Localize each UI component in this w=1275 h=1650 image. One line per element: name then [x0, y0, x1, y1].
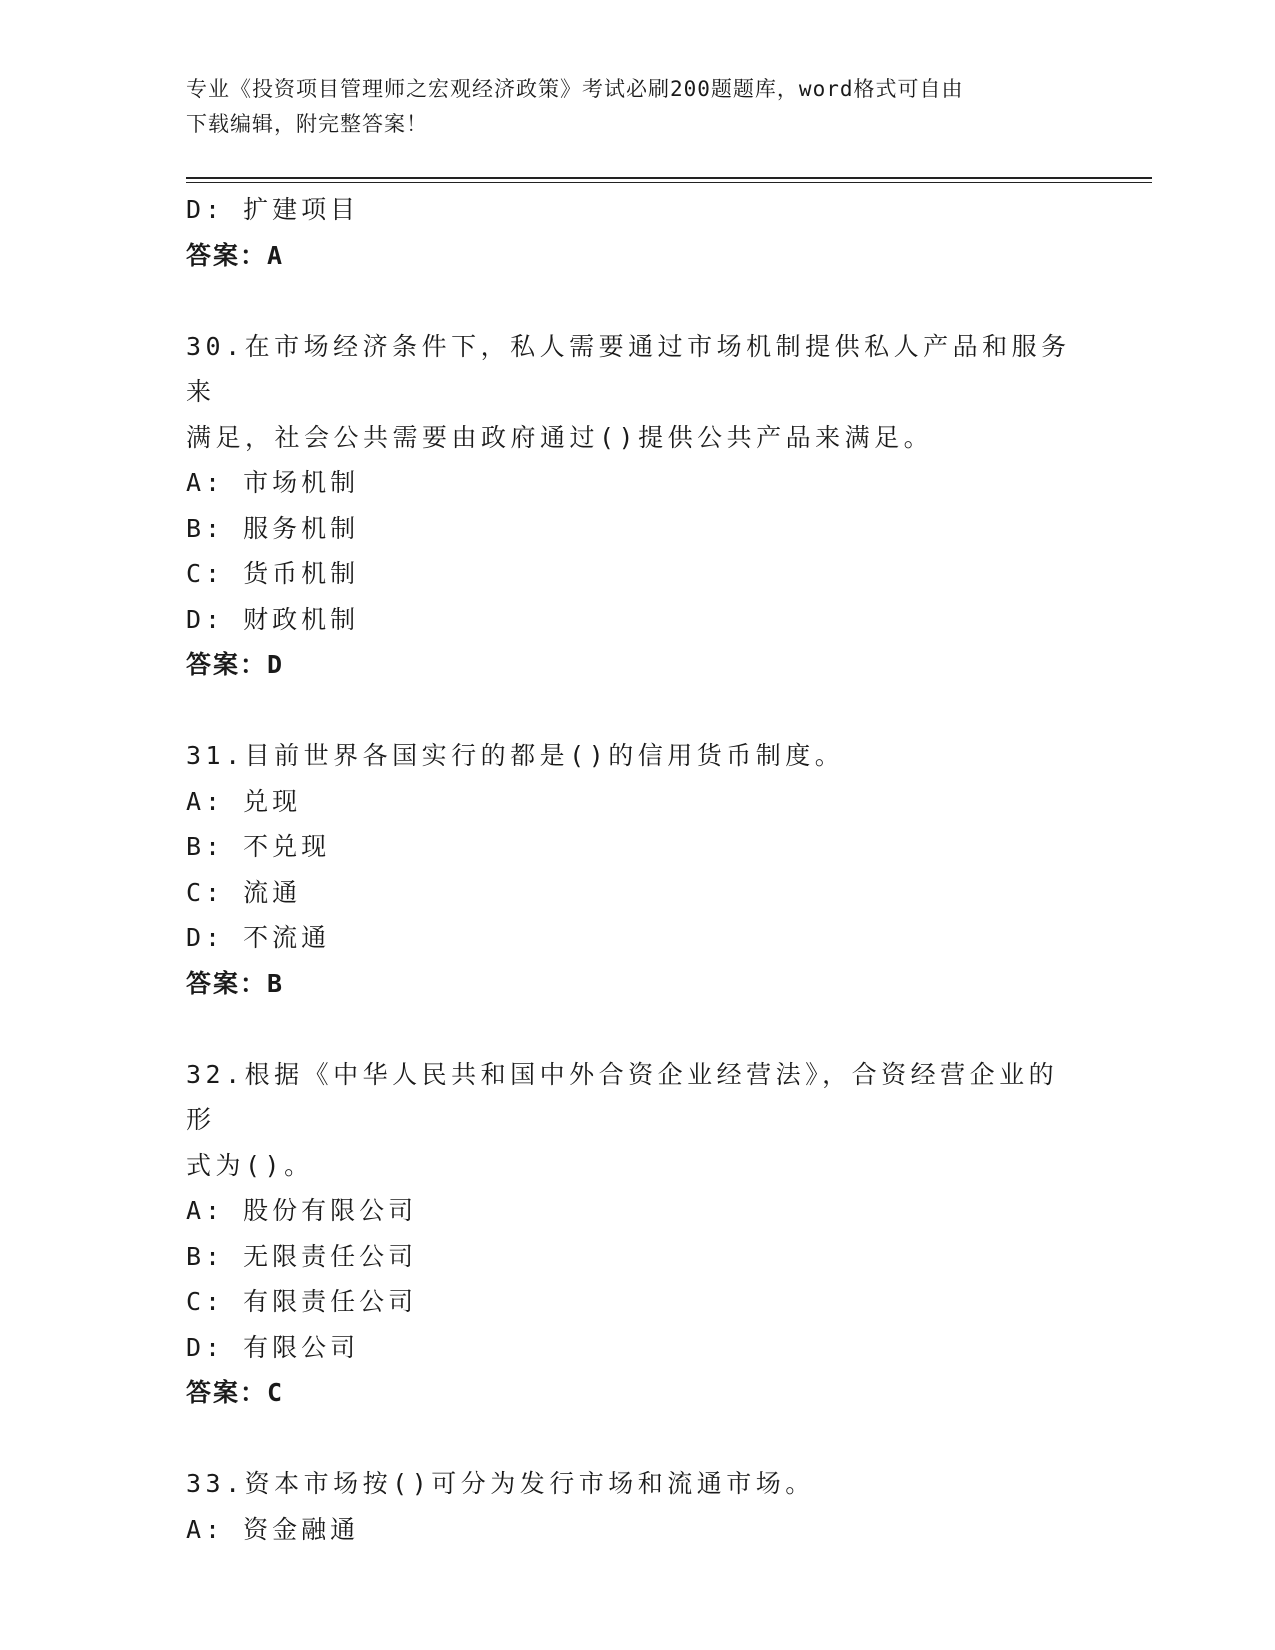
option-b: B: 服务机制 — [186, 513, 360, 543]
answer: 答案：C — [186, 1378, 285, 1407]
header-rule-thin — [186, 182, 1152, 183]
header-rule-thick — [186, 177, 1152, 179]
question-stem: 31.目前世界各国实行的都是()的信用货币制度。 — [186, 741, 845, 770]
question-content — [186, 187, 1086, 1552]
question-30 — [186, 324, 1086, 688]
option-a: A: 资金融通 — [186, 1514, 360, 1544]
question-stem: 式为()。 — [186, 1150, 314, 1180]
question-stem: 33.资本市场按()可分为发行市场和流通市场。 — [186, 1469, 815, 1498]
option-b: B: 无限责任公司 — [186, 1241, 418, 1271]
header-line-2: 下载编辑，附完整答案！ — [186, 112, 428, 136]
answer: 答案：D — [186, 650, 285, 679]
question-33 — [186, 1461, 1086, 1552]
option-d: D: 不流通 — [186, 923, 331, 952]
option-d: D: 财政机制 — [186, 604, 360, 634]
option-b: B: 不兑现 — [186, 832, 331, 861]
option-c: C: 流通 — [186, 877, 302, 907]
answer: 答案：B — [186, 968, 285, 998]
question-stem: 满足，社会公共需要由政府通过()提供公共产品来满足。 — [186, 422, 934, 452]
question-32 — [186, 1052, 1086, 1416]
option-c: C: 有限责任公司 — [186, 1287, 418, 1316]
option-a: A: 市场机制 — [186, 468, 360, 497]
prev-option-d: D: 扩建项目 — [186, 195, 360, 224]
option-a: A: 股份有限公司 — [186, 1196, 418, 1225]
question-stem: 32.根据《中华人民共和国中外合资企业经营法》，合资经营企业的形 — [186, 1059, 1059, 1134]
question-31 — [186, 733, 1086, 1006]
prev-answer: 答案：A — [186, 240, 285, 270]
question-stem: 30.在市场经济条件下，私人需要通过市场机制提供私人产品和服务来 — [186, 331, 1071, 406]
option-c: C: 货币机制 — [186, 559, 360, 588]
option-a: A: 兑现 — [186, 786, 302, 816]
option-d: D: 有限公司 — [186, 1332, 360, 1362]
page-header — [186, 72, 1066, 142]
header-line-1: 专业《投资项目管理师之宏观经济政策》考试必刷200题题库，word格式可自由 — [186, 77, 964, 101]
